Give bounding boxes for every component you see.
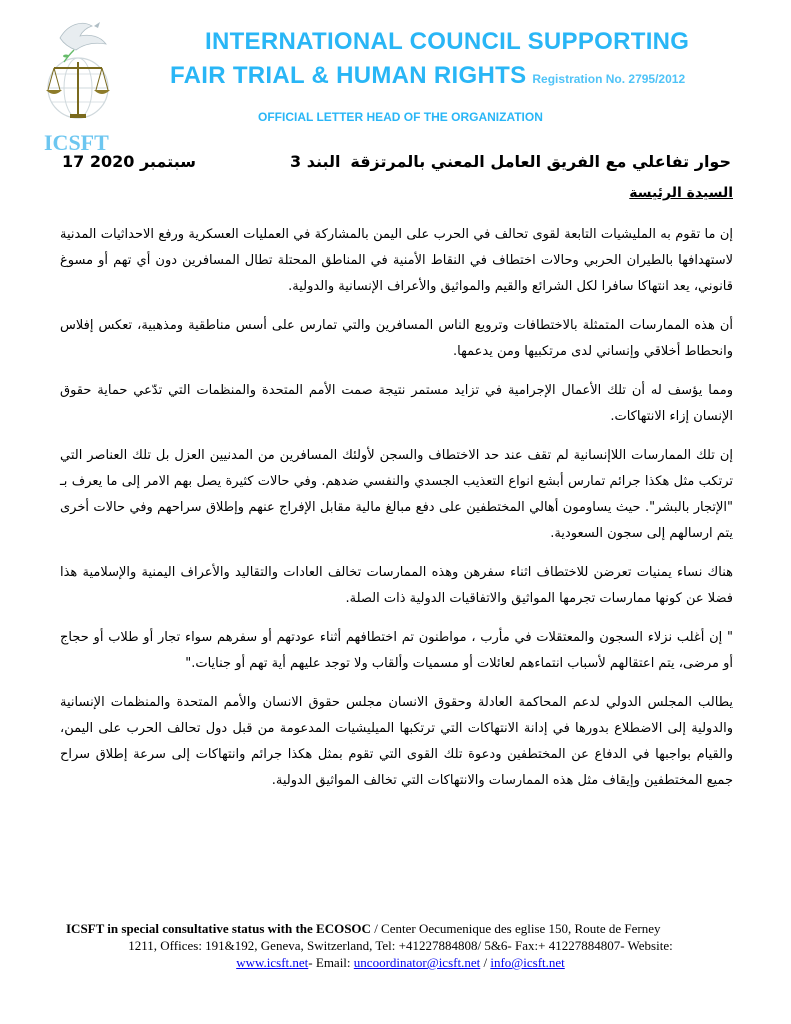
organization-name-line2: FAIR TRIAL & HUMAN RIGHTS <box>170 62 527 89</box>
paragraph: " إن أغلب نزلاء السجون والمعتقلات في مأرب ، مواطنون تم اختطافهم أثناء عودتهم أو سفرهم سواء تجار أو طلاب أو حجاج أو مرضى، يتم اعتقالهم لأسباب انتماءهم لعائلات أو مسميات وألقاب ولا توجد عليهم أية تهم أو جنايات." <box>60 630 733 671</box>
document-date: 17 سبتمبر 2020 <box>62 152 196 171</box>
registration-number: Registration No. 2795/2012 <box>532 72 686 86</box>
letter-body <box>60 222 733 807</box>
paragraph: إن ما تقوم به المليشيات التابعة لقوى تحالف في الحرب على اليمن بالمشاركة في العمليات العسكرية ورفع الاحداثيات المدنية لاستهدافها بالطيران الحربي وحالات اختطاف في النقاط الأمنية في المناطق المحتلة تطال المسافرين دون أي تهم أو مسوغ قانوني، يعد انتهاكا سافرا لكل الشرائع والقيم والمواثيق والأعراف الإنسانية والدولية. <box>60 227 733 294</box>
paragraph: يطالب المجلس الدولي لدعم المحاكمة العادلة وحقوق الانسان مجلس حقوق الانسان والأمم المتحدة والمنظمات الإنسانية والدولية إلى الاضطلاع بدورها في إدانة الانتهاكات التي ترتكبها الميليشيات المدعومة من قبل دول تحالف الحرب على اليمن، والقيام بواجبها في الدفاع عن المختطفين ودعوة تلك القوى التي تقوم بمثل هكذا جرائم وانتهاكات إلى سرعة إطلاق سراح جميع المختطفين وإيقاف مثل هذه الممارسات والانتهاكات التي تخالف المواثيق الدولية. <box>60 695 733 788</box>
consultative-status: ICSFT in special consultative status with the ECOSOC <box>66 921 371 936</box>
paragraph: أن هذه الممارسات المتمثلة بالاختطافات وترويع الناس المسافرين والتي تمارس على أسس مناطقية ومذهبية، تعكس إفلاس وانحطاط أخلاقي وإنساني لدى مرتكبيها ومن يدعمها. <box>60 318 733 359</box>
email-label: - Email: <box>308 955 354 970</box>
organization-abbreviation: ICSFT <box>44 130 109 155</box>
organization-name-line2-wrapper <box>170 62 685 90</box>
footer <box>40 920 761 971</box>
footer-line-3 <box>40 954 761 971</box>
paragraph: هناك نساء يمنيات تعرضن للاختطاف اثناء سفرهن وهذه الممارسات تخالف العادات والتقاليد والأعراف اليمنية والإسلامية هذا فضلا عن كونها ممارسات تجرمها المواثيق والاتفاقيات الدولية ذات الصلة. <box>60 565 733 606</box>
footer-address-part1: / Center Oecumenique des eglise 150, Route de Ferney <box>370 921 661 936</box>
document-title: حوار تفاعلي مع الفريق العامل المعني بالمرتزقة <box>350 152 731 171</box>
dove-scales-globe-icon <box>30 10 140 140</box>
footer-line-2: 1211, Offices: 191&192, Geneva, Switzerland, Tel: +41227884808/ 5&6- Fax:+ 41227884807- Website: <box>128 938 673 953</box>
footer-line-1 <box>40 920 761 937</box>
salutation: السيدة الرئيسة <box>629 185 733 201</box>
agenda-item: البند 3 <box>290 152 341 171</box>
email-link-info[interactable]: info@icsft.net <box>490 955 565 970</box>
website-link[interactable]: www.icsft.net <box>236 955 309 970</box>
paragraph: ومما يؤسف له أن تلك الأعمال الإجرامية في تزايد مستمر نتيجة صمت الأمم المتحدة والمنظمات التي تدّعي حماية حقوق الإنسان إزاء الانتهاكات. <box>60 383 733 424</box>
paragraph: إن تلك الممارسات اللاإنسانية لم تقف عند حد الاختطاف والسجن لأولئك المسافرين من المدنيين العزل بل تلك العناصر التي ترتكب مثل هكذا جرائم تمارس أبشع انواع التعذيب الجسدي والنفسي ضدهم. وفي حالات كثيرة يصل بهم الامر إلى ما يعرف بـ "الإتجار بالبشر". حيث يساومون أهالي المختطفين على دفع مبالغ مالية مقابل الإفراج عنهم وإطلاق سراحهم وفي حالات أخرى يتم ارسالهم إلى سجون السعودية. <box>60 448 733 541</box>
email-link-coordinator[interactable]: uncoordinator@icsft.net <box>353 955 481 970</box>
organization-name-line1: INTERNATIONAL COUNCIL SUPPORTING <box>205 28 690 55</box>
email-separator: / <box>480 955 491 970</box>
letterhead-caption: OFFICIAL LETTER HEAD OF THE ORGANIZATION <box>258 110 543 124</box>
organization-logo <box>30 10 140 140</box>
